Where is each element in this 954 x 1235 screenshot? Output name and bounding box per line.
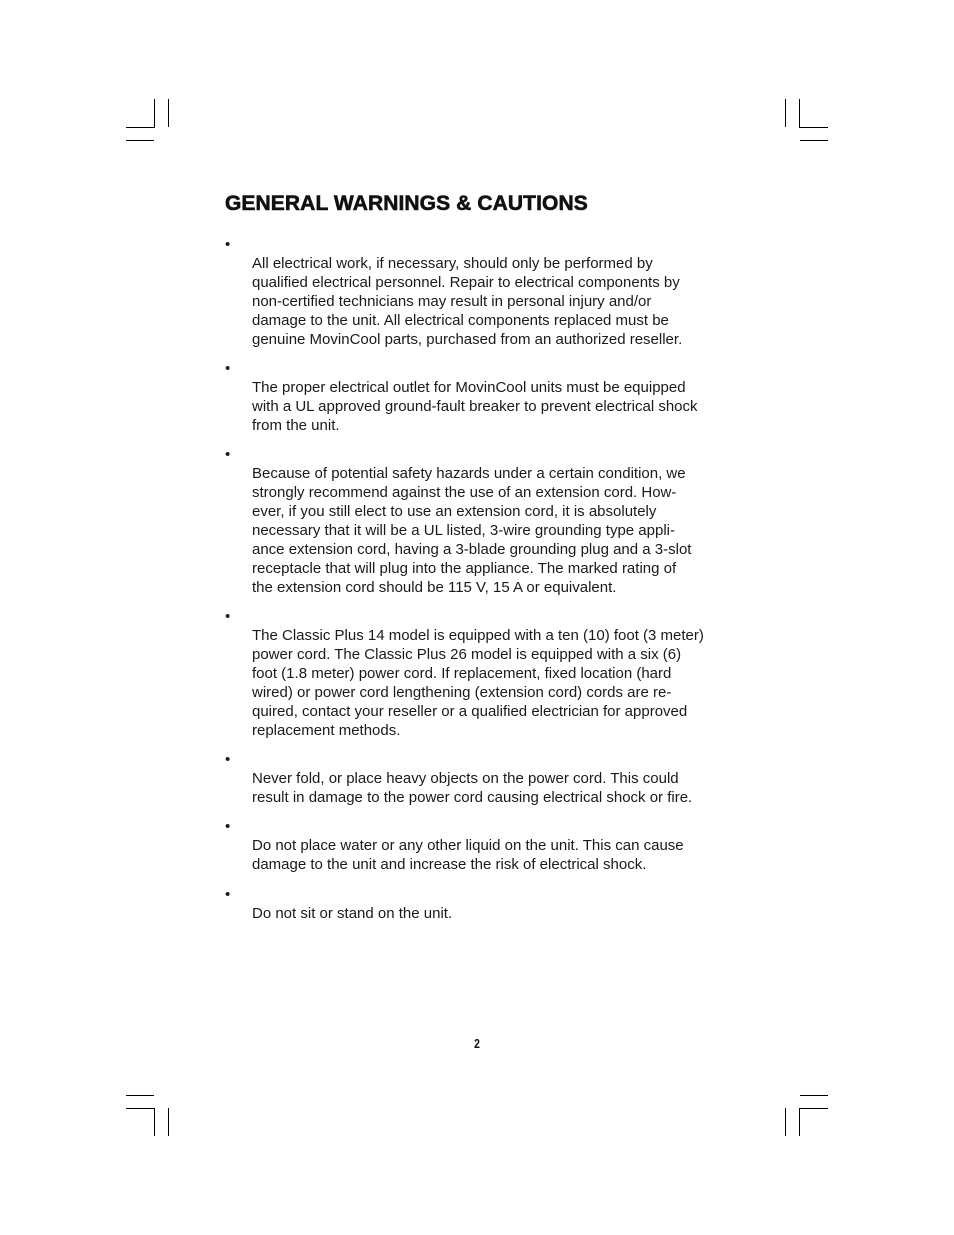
- warnings-list: [225, 236, 745, 934]
- list-item-text: Do not sit or stand on the unit.: [252, 904, 453, 922]
- crop-mark-bottom-right-horizontal-2: [799, 1108, 828, 1109]
- list-item: [225, 236, 745, 349]
- crop-mark-bottom-right-horizontal-1: [800, 1095, 828, 1096]
- list-item-text: Do not place water or any other liquid on the unit. This can cause damage to the unit and increase the risk of electrical shock.: [252, 837, 684, 874]
- list-item-text: Because of potential safety hazards under a certain condition, we strongly recommend against the use of an extension cord. How- ever, if you still elect to use an extension cord, it is absolutely necessary that it will be a UL listed, 3-wire grounding type appli- ance extension cord, having a 3-blade grounding plug and a 3-slot receptacle that will plug into the appliance. The marked rating of the extension cord should be 115 V, 15 A or equivalent.: [252, 465, 692, 596]
- crop-mark-bottom-right-vertical-2: [799, 1108, 800, 1136]
- page-title: GENERAL WARNINGS & CAUTIONS: [225, 192, 588, 215]
- bullet-icon: •: [225, 236, 231, 253]
- crop-mark-top-left-vertical-2: [168, 99, 169, 127]
- list-item: [225, 751, 745, 808]
- list-item: [225, 608, 745, 740]
- crop-mark-top-right-vertical-2: [799, 99, 800, 127]
- crop-mark-top-left-vertical-1: [154, 99, 155, 127]
- crop-mark-top-right-horizontal-2: [800, 140, 828, 141]
- list-item-text: Never fold, or place heavy objects on the power cord. This could result in damage to the power cord causing electrical shock or fire.: [252, 769, 693, 806]
- list-item: [225, 360, 745, 436]
- crop-mark-top-left-horizontal-1: [126, 127, 155, 128]
- crop-mark-bottom-left-vertical-2: [168, 1108, 169, 1136]
- crop-mark-bottom-left-horizontal-1: [126, 1095, 154, 1096]
- bullet-icon: •: [225, 751, 231, 769]
- bullet-icon: •: [225, 885, 231, 903]
- list-item: [225, 886, 745, 924]
- bullet-icon: •: [225, 360, 231, 378]
- crop-mark-bottom-right-vertical-1: [785, 1108, 786, 1136]
- bullet-icon: •: [225, 608, 231, 626]
- page-number: 2: [474, 1036, 480, 1051]
- list-item-text: The Classic Plus 14 model is equipped with a ten (10) foot (3 meter) power cord. The Classic Plus 26 model is equipped with a six (6) foot (1.8 meter) power cord. If replacement, fixed location (hard wired) or power cord lengthening (extension cord) cords are re- quired, contact your reseller or a qualified electrician for approved replacement methods.: [252, 627, 704, 739]
- bullet-icon: •: [225, 446, 231, 464]
- crop-mark-bottom-left-vertical-1: [154, 1108, 155, 1136]
- crop-mark-top-right-vertical-1: [785, 99, 786, 127]
- crop-mark-bottom-left-horizontal-2: [126, 1108, 155, 1109]
- list-item: [225, 446, 745, 597]
- bullet-icon: •: [225, 818, 231, 836]
- crop-mark-top-left-horizontal-2: [126, 140, 154, 141]
- list-item: [225, 818, 745, 875]
- crop-mark-top-right-horizontal-1: [799, 127, 828, 128]
- list-item-text: All electrical work, if necessary, should only be performed by qualified electrical personnel. Repair to electrical components by non-certified technicians may result in personal injury and/or damage to the unit. All electrical components replaced must be genuine MovinCool parts, purchased from an authorized reseller.: [252, 254, 683, 348]
- list-item-text: The proper electrical outlet for MovinCool units must be equipped with a UL approved ground-fault breaker to prevent electrical shock from the unit.: [252, 378, 698, 434]
